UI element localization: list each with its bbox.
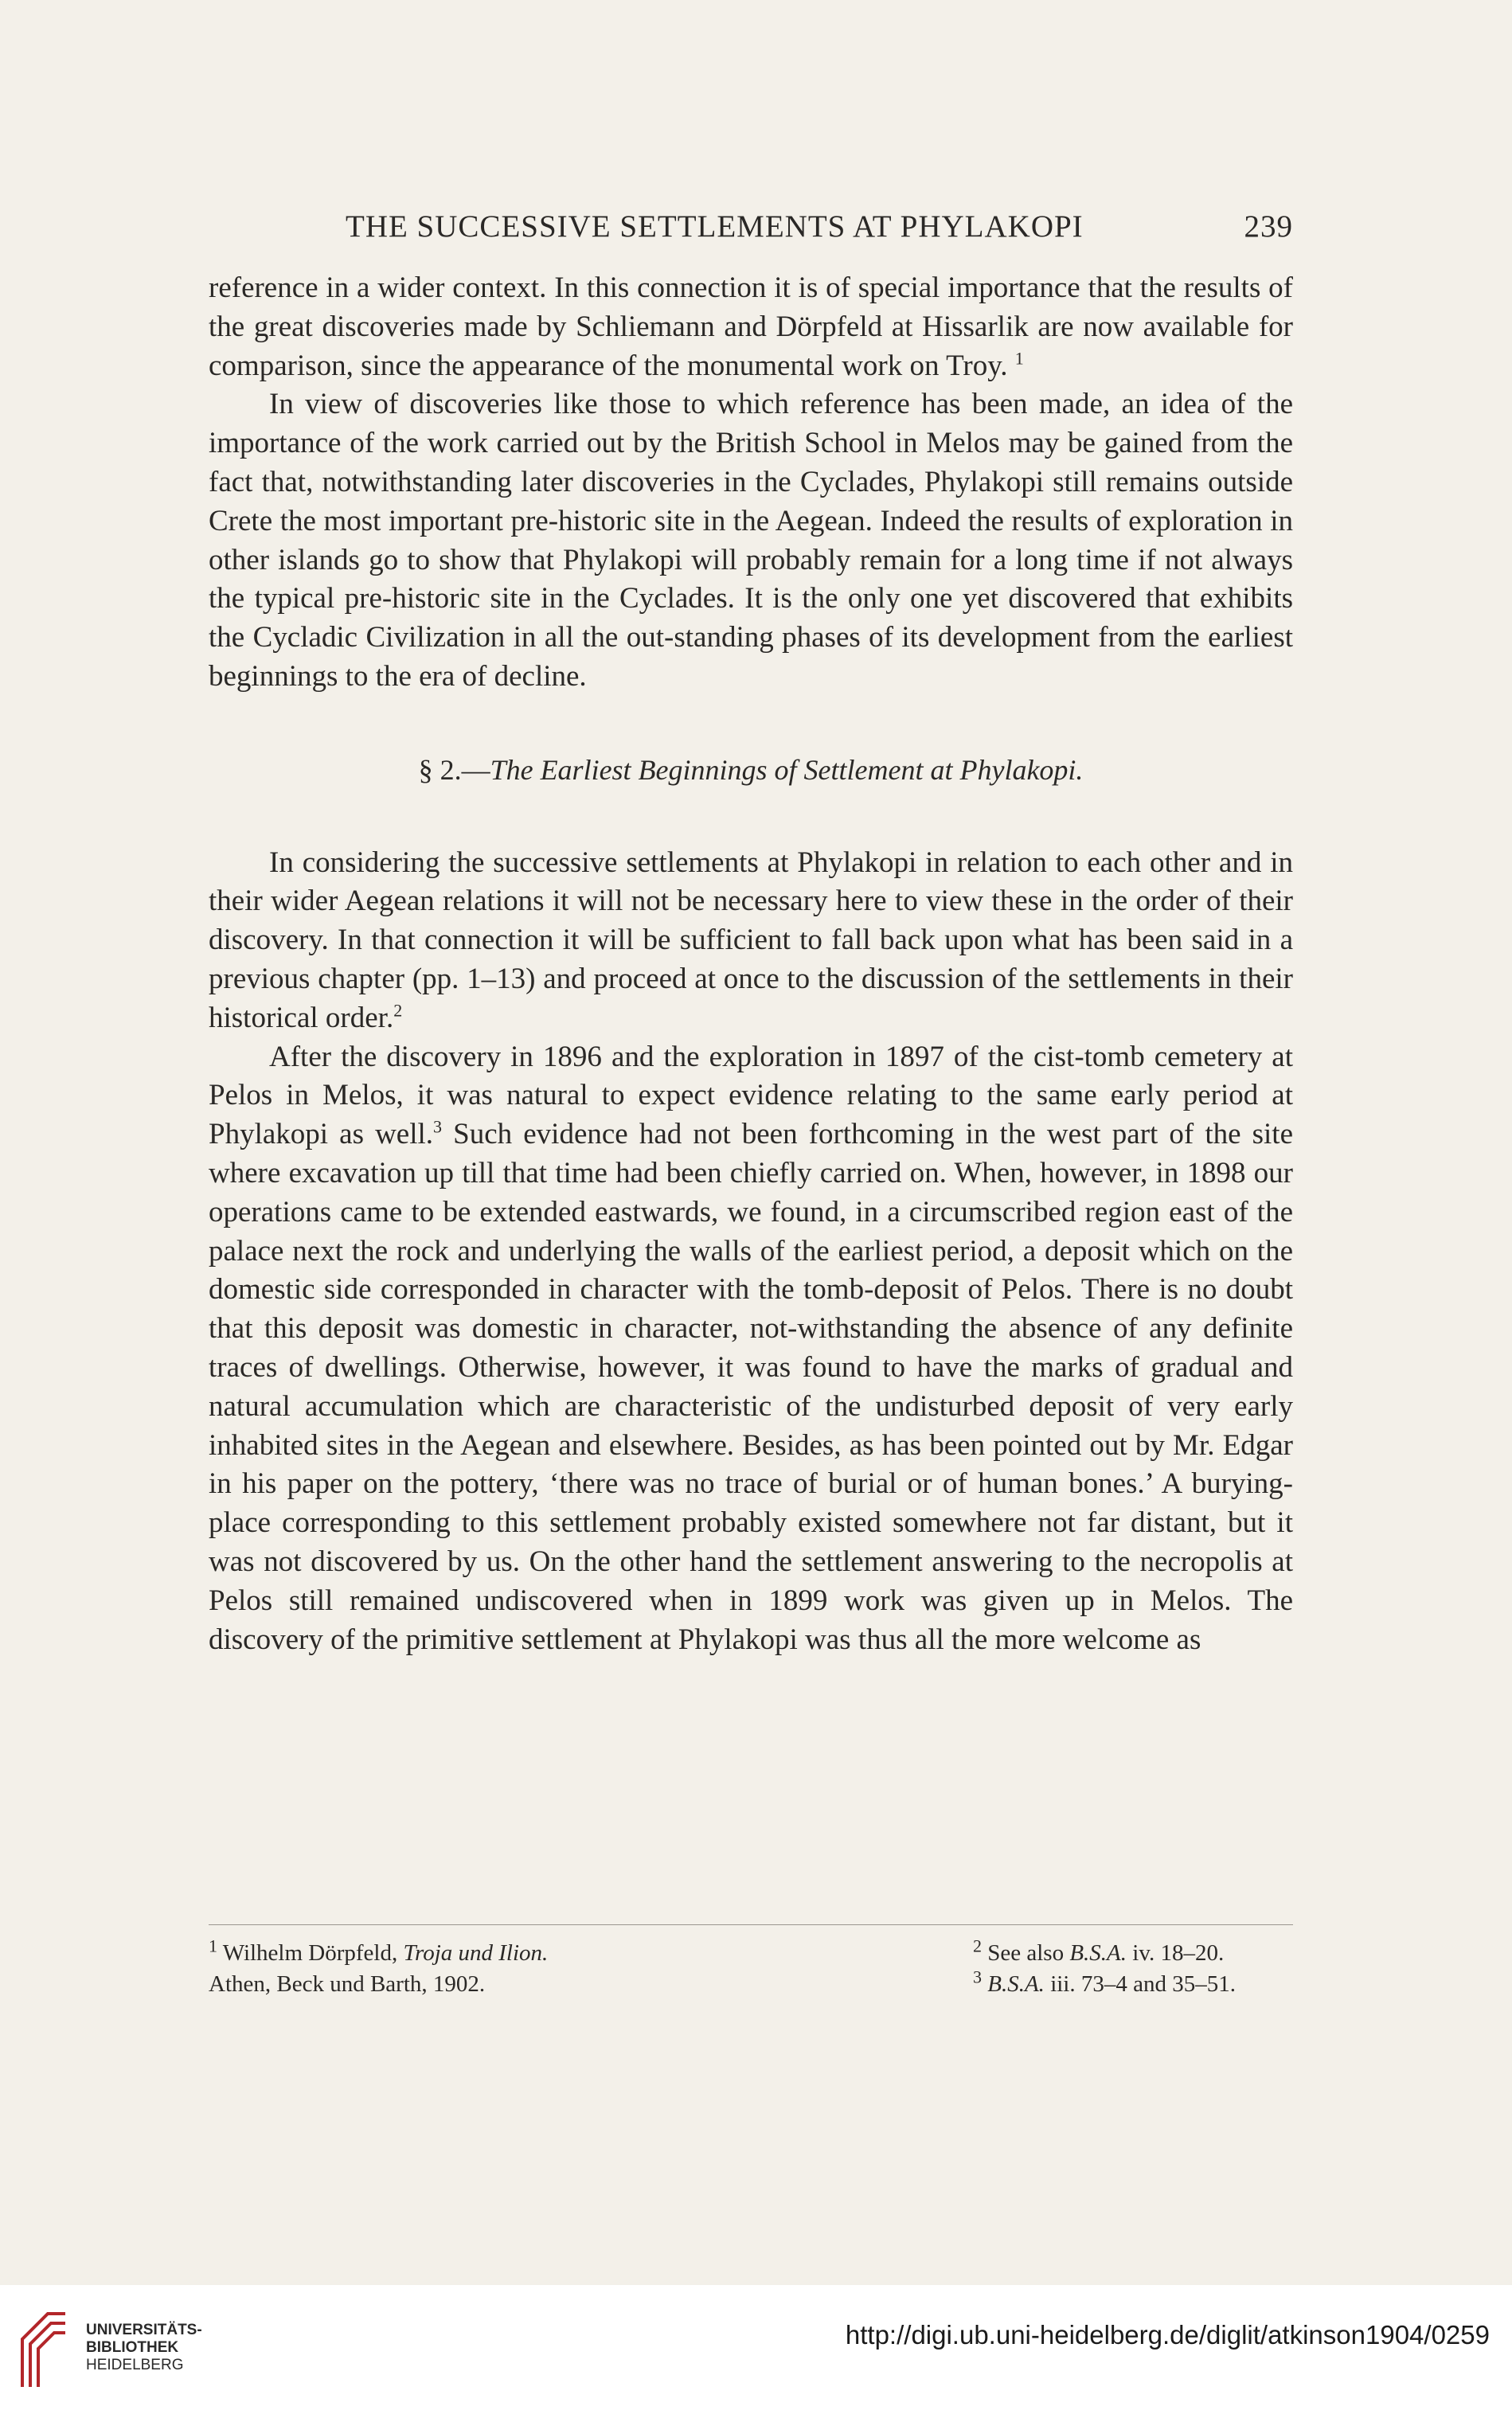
source-url-link[interactable]: http://digi.ub.uni-heidelberg.de/diglit/atkinson1904/0259 [845, 2320, 1490, 2350]
body-text [209, 269, 1293, 1659]
library-name-line1: UNIVERSITÄTS- [86, 2322, 202, 2338]
footnote-1-text: Wilhelm Dörpfeld, [222, 1940, 404, 1966]
library-footer [0, 2285, 1512, 2414]
section-title: The Earliest Beginnings of Settlement at Phylakopi. [490, 753, 1084, 786]
footnote-1-number: 1 [209, 1935, 217, 1956]
paragraph-3 [209, 844, 1293, 1038]
paragraph-4-text-b: Such evidence had not been forthcoming in the west part of the site where excavation up till that time had been chiefly carried on. When, however, in 1898 our operations came to be extended eastwards, we found, in a circumscribed region east of the palace next the rock and underlying the walls of the earliest period, a deposit which on the domestic side corresponded in character with the tomb-deposit of Pelos. There is no doubt that this deposit was domestic in character, not-withstanding the absence of any definite traces of dwellings. Otherwise, however, it was found to have the marks of gradual and natural accumulation which are characteristic of the undisturbed deposit of very early inhabited sites in the Aegean and elsewhere. Besides, as has been pointed out by Mr. Edgar in his paper on the pottery, ‘there was no trace of burial or of human bones.’ A burying-place corresponding to this settlement probably existed somewhere not far distant, but it was not discovered by us. On the other hand the settlement answering to the necropolis at Pelos still remained undiscovered when in 1899 work was given up in Melos. The discovery of the primitive settlement at Phylakopi was thus all the more welcome as [209, 1118, 1293, 1656]
footnote-1-publisher: Athen, Beck und Barth, 1902. [209, 1971, 486, 1997]
footnote-2 [973, 1935, 1293, 1969]
footnote-1-title: Troja und Ilion. [403, 1940, 549, 1966]
running-header [209, 209, 1293, 248]
paragraph-1-text: reference in a wider context. In this connection it is of special importance that the results of the great discoveries made by Schliemann and Dörpfeld at Hissarlik are now available for comparison, since the appearance of the monumental work on Troy. [209, 271, 1293, 382]
paragraph-1 [209, 269, 1293, 385]
paragraph-2: In view of discoveries like those to which reference has been made, an idea of the importance of the work carried out by the British School in Melos may be gained from the fact that, notwithstanding later discoveries in the Cyclades, Phylakopi still remains outside Crete the most important pre-historic site in the Aegean. Indeed the results of exploration in other islands go to show that Phylakopi will probably remain for a long time if not always the typical pre-historic site in the Cyclades. It is the only one yet discovered that exhibits the Cycladic Civilization in all the out-standing phases of its development from the earliest beginnings to the era of decline. [209, 388, 1293, 693]
page-number: 239 [1244, 209, 1293, 244]
footnote-2-ref: B.S.A. [1069, 1940, 1127, 1966]
paragraph-3-text: In considering the successive settlements at Phylakopi in relation to each other and in their wider Aegean relations it will not be necessary here to view these in the order of their discovery. In that connection it will be sufficient to fall back upon what has been said in a previous chapter (pp. 1–13) and proceed at once to the discussion of the settlements in their historical order. [209, 846, 1293, 1034]
footnote-2-number: 2 [973, 1935, 982, 1956]
footnote-ref-2: 2 [393, 1000, 403, 1021]
footnote-1 [209, 1935, 766, 2000]
footnote-3-number: 3 [973, 1967, 982, 1987]
footnote-divider [209, 1924, 1293, 1925]
library-logo-icon [16, 2307, 72, 2395]
footnote-3-pages: iii. 73–4 and 35–51. [1044, 1971, 1236, 1997]
section-number: § 2.— [418, 753, 490, 786]
library-name [86, 2322, 202, 2374]
footnote-3-ref: B.S.A. [987, 1971, 1045, 1997]
section-heading [209, 751, 1293, 790]
footnote-3 [973, 1969, 1293, 2000]
footnote-2-text: See also [987, 1940, 1070, 1966]
running-title: THE SUCCESSIVE SETTLEMENTS AT PHYLAKOPI [346, 209, 1084, 244]
library-name-line3: HEIDELBERG [86, 2357, 184, 2373]
footnote-ref-3: 3 [433, 1116, 443, 1137]
library-name-line2: BIBLIOTHEK [86, 2339, 179, 2356]
paragraph-4-text-a: After the discovery in 1896 and the exploration in 1897 of the cist-tomb cemetery at Pelos in Melos, it was natural to expect evidence relating to the same early period at Phylakopi as well. [209, 1040, 1293, 1151]
paragraph-4 [209, 1038, 1293, 1660]
footnotes-2-3 [766, 1935, 1293, 2000]
footnote-ref-1: 1 [1014, 348, 1024, 369]
footnote-2-pages: iv. 18–20. [1127, 1940, 1225, 1966]
